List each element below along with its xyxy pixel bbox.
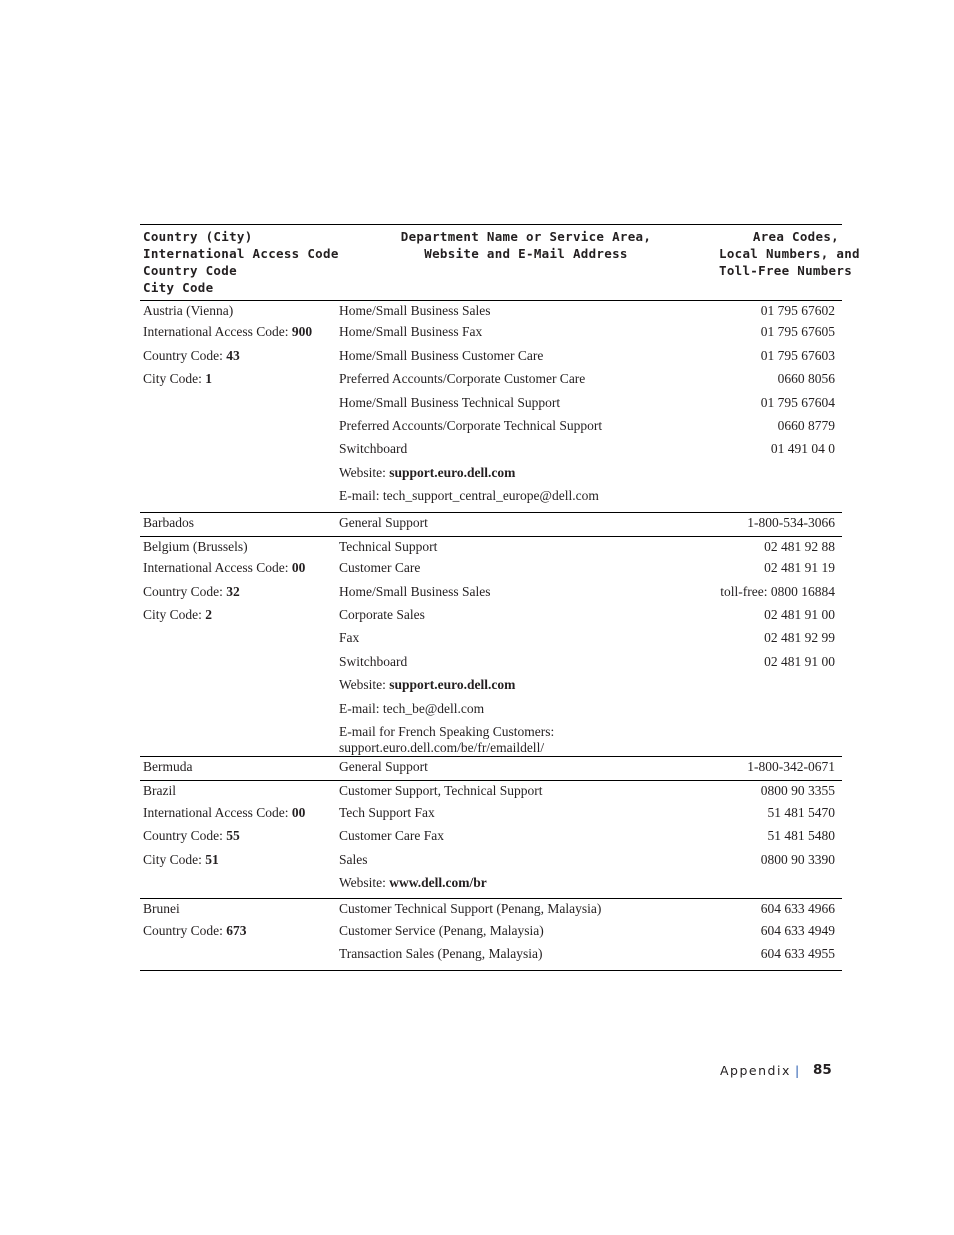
service-cell — [336, 677, 716, 700]
country-text: Country Code: — [143, 583, 227, 599]
table-row — [140, 923, 842, 946]
country-cell — [140, 348, 336, 371]
number-cell — [716, 701, 842, 724]
table-row — [140, 946, 842, 970]
table-row — [140, 395, 842, 418]
country-text: Bermuda — [143, 759, 193, 775]
number-cell — [716, 828, 842, 851]
country-text: Belgium (Brussels) — [143, 538, 248, 554]
number-cell — [716, 946, 842, 970]
service-text: Website: — [339, 874, 390, 890]
country-code-value: 43 — [226, 347, 240, 363]
number-cell — [716, 301, 842, 325]
service-cell — [336, 371, 716, 394]
country-cell — [140, 757, 336, 781]
page-number: 85 — [813, 1062, 832, 1078]
website-link: www.dell.com/br — [389, 874, 487, 890]
phone-number: 02 481 91 19 — [764, 560, 835, 576]
country-code-value: 00 — [291, 804, 306, 820]
number-cell — [716, 512, 842, 536]
footer-separator: | — [795, 1063, 800, 1078]
country-cell — [140, 584, 336, 607]
phone-number: 51 481 5470 — [767, 804, 835, 820]
number-cell — [716, 677, 842, 700]
service-cell — [336, 418, 716, 441]
number-cell — [716, 324, 842, 347]
service-text: General Support — [339, 759, 428, 775]
header-numbers-line: Area Codes, — [752, 229, 839, 244]
service-text: Customer Care Fax — [339, 828, 444, 844]
number-cell — [716, 584, 842, 607]
service-text: Customer Technical Support (Penang, Malaysia) — [339, 901, 602, 917]
country-cell — [140, 724, 336, 757]
service-text: Home/Small Business Customer Care — [339, 347, 544, 363]
country-code-value: 00 — [291, 560, 306, 576]
service-cell — [336, 560, 716, 583]
country-cell — [140, 536, 336, 560]
country-cell — [140, 781, 336, 805]
number-cell — [716, 441, 842, 464]
country-group — [140, 757, 842, 781]
country-cell — [140, 441, 336, 464]
number-cell — [716, 348, 842, 371]
service-cell — [336, 701, 716, 724]
country-cell — [140, 465, 336, 488]
country-cell — [140, 488, 336, 512]
country-cell — [140, 852, 336, 875]
service-cell — [336, 584, 716, 607]
table-row — [140, 630, 842, 653]
service-text: Customer Care — [339, 560, 421, 576]
number-cell — [716, 757, 842, 781]
country-text: Austria (Vienna) — [143, 303, 234, 318]
number-cell — [716, 875, 842, 899]
country-code-value: 51 — [205, 851, 219, 867]
service-text: Preferred Accounts/Corporate Customer Care — [339, 371, 586, 387]
service-text: Home/Small Business Sales — [339, 583, 491, 599]
header-country-line: Country Code — [143, 263, 237, 278]
country-cell — [140, 371, 336, 394]
country-cell — [140, 395, 336, 418]
table-header — [140, 225, 860, 301]
number-cell — [716, 371, 842, 394]
number-cell — [716, 781, 842, 805]
header-department-line: Department Name or Service Area, — [400, 229, 652, 244]
service-cell — [336, 852, 716, 875]
country-cell — [140, 324, 336, 347]
country-text: Country Code: — [143, 922, 227, 938]
phone-number: 02 481 92 88 — [764, 538, 835, 554]
service-cell — [336, 324, 716, 347]
header-numbers-line: Local Numbers, and — [719, 246, 860, 261]
service-text: Sales — [339, 851, 368, 867]
service-cell — [336, 757, 716, 781]
number-cell — [716, 560, 842, 583]
contact-table — [140, 224, 860, 971]
table-row — [140, 875, 842, 899]
service-cell — [336, 828, 716, 851]
country-cell — [140, 828, 336, 851]
service-text: Preferred Accounts/Corporate Technical Support — [339, 417, 603, 433]
header-country-line: Country (City) — [143, 229, 253, 244]
phone-number: toll-free: 0800 16884 — [720, 583, 835, 599]
website-link: support.euro.dell.com — [389, 464, 516, 480]
header-numbers-line: Toll-Free Numbers — [719, 263, 853, 278]
country-cell — [140, 560, 336, 583]
service-cell — [336, 805, 716, 828]
number-cell — [716, 654, 842, 677]
country-cell — [140, 418, 336, 441]
service-text: Technical Support — [339, 538, 438, 554]
service-cell — [336, 348, 716, 371]
country-text: International Access Code: — [143, 324, 292, 340]
country-group — [140, 536, 842, 756]
country-cell — [140, 677, 336, 700]
country-code-value: 1 — [205, 371, 213, 387]
table-row — [140, 607, 842, 630]
number-cell — [716, 607, 842, 630]
table-row — [140, 781, 842, 805]
service-text: Transaction Sales (Penang, Malaysia) — [339, 946, 543, 962]
service-cell — [336, 441, 716, 464]
country-cell — [140, 875, 336, 899]
header-country-line: City Code — [143, 280, 214, 295]
country-group — [140, 512, 842, 536]
service-text: Customer Support, Technical Support — [339, 783, 543, 799]
header-department-line: Website and E-Mail Address — [424, 246, 628, 261]
table-row — [140, 301, 842, 325]
country-cell — [140, 630, 336, 653]
country-code-value: 673 — [226, 922, 247, 938]
country-cell — [140, 946, 336, 970]
service-text: Corporate Sales — [339, 607, 425, 623]
table-row — [140, 441, 842, 464]
header-numbers — [716, 225, 860, 301]
country-cell — [140, 301, 336, 325]
phone-number: 01 795 67603 — [760, 347, 835, 363]
number-cell — [716, 923, 842, 946]
service-text: E-mail: tech_be@dell.com — [339, 700, 485, 716]
country-group — [140, 781, 842, 899]
country-group — [140, 899, 842, 970]
service-cell — [336, 630, 716, 653]
number-cell — [716, 899, 842, 923]
country-code-value: 32 — [226, 583, 240, 599]
header-country — [140, 225, 339, 301]
number-cell — [716, 630, 842, 653]
table-row — [140, 852, 842, 875]
service-cell — [336, 512, 716, 536]
country-text: Country Code: — [143, 347, 227, 363]
country-cell — [140, 607, 336, 630]
table-row — [140, 465, 842, 488]
service-text: Tech Support Fax — [339, 804, 435, 820]
service-cell — [336, 875, 716, 899]
phone-number: 01 795 67605 — [760, 324, 835, 340]
service-cell — [336, 923, 716, 946]
country-code-value: 900 — [291, 324, 313, 340]
table-row — [140, 677, 842, 700]
table-row — [140, 371, 842, 394]
table-row — [140, 654, 842, 677]
country-text: City Code: — [143, 371, 206, 387]
country-text: International Access Code: — [143, 804, 292, 820]
table-row — [140, 828, 842, 851]
service-cell — [336, 301, 716, 325]
table-row — [140, 899, 842, 923]
service-text: Home/Small Business Technical Support — [339, 394, 561, 410]
country-cell — [140, 899, 336, 923]
service-cell — [336, 488, 716, 512]
service-text: Website: — [339, 464, 390, 480]
service-cell — [336, 724, 716, 757]
number-cell — [716, 488, 842, 512]
phone-number: 02 481 92 99 — [764, 630, 835, 646]
number-cell — [716, 852, 842, 875]
service-text: General Support — [339, 514, 428, 530]
phone-number: 604 633 4966 — [760, 901, 835, 917]
service-cell — [336, 946, 716, 970]
table-row — [140, 536, 842, 560]
service-text: Website: — [339, 677, 390, 693]
service-text: E-mail for French Speaking Customers: — [339, 724, 555, 740]
header-department — [336, 225, 716, 301]
phone-number: 01 795 67602 — [760, 303, 835, 318]
country-text: Country Code: — [143, 828, 227, 844]
country-group — [140, 301, 842, 513]
service-text: Switchboard — [339, 653, 408, 669]
phone-number: 1-800-342-0671 — [747, 759, 835, 775]
service-cell — [336, 899, 716, 923]
number-cell — [716, 536, 842, 560]
table-row — [140, 584, 842, 607]
service-cell — [336, 465, 716, 488]
table-row — [140, 560, 842, 583]
country-cell — [140, 512, 336, 536]
service-text: Fax — [339, 630, 360, 646]
phone-number: 51 481 5480 — [767, 828, 835, 844]
number-cell — [716, 465, 842, 488]
table-row — [140, 724, 842, 757]
service-cell — [336, 536, 716, 560]
phone-number: 01 491 04 0 — [770, 441, 835, 457]
country-text: International Access Code: — [143, 560, 292, 576]
table-row — [140, 757, 842, 781]
phone-number: 02 481 91 00 — [764, 653, 835, 669]
service-text: E-mail: tech_support_central_europe@dell.com — [339, 488, 599, 504]
phone-number: 02 481 91 00 — [764, 607, 835, 623]
country-text: Brunei — [143, 901, 180, 917]
table-row — [140, 418, 842, 441]
service-text-line2: support.euro.dell.com/be/fr/emaildell/ — [339, 740, 545, 756]
country-text: Brazil — [143, 783, 176, 799]
service-cell — [336, 607, 716, 630]
country-cell — [140, 701, 336, 724]
number-cell — [716, 724, 842, 757]
number-cell — [716, 805, 842, 828]
table-row — [140, 348, 842, 371]
phone-number: 604 633 4955 — [760, 946, 835, 962]
table-row — [140, 488, 842, 512]
phone-number: 0660 8056 — [777, 371, 835, 387]
number-cell — [716, 395, 842, 418]
header-country-line: International Access Code — [143, 246, 339, 261]
phone-number: 604 633 4949 — [760, 922, 835, 938]
phone-number: 01 795 67604 — [760, 394, 835, 410]
service-text: Home/Small Business Fax — [339, 324, 483, 340]
country-code-value: 55 — [226, 828, 240, 844]
website-link: support.euro.dell.com — [389, 677, 516, 693]
table-row — [140, 805, 842, 828]
country-cell — [140, 654, 336, 677]
country-code-value: 2 — [205, 607, 213, 623]
service-text: Switchboard — [339, 441, 408, 457]
phone-number: 0660 8779 — [777, 417, 835, 433]
phone-number: 1-800-534-3066 — [747, 514, 835, 530]
service-text: Home/Small Business Sales — [339, 303, 491, 318]
table-row — [140, 324, 842, 347]
country-cell — [140, 923, 336, 946]
service-cell — [336, 654, 716, 677]
service-cell — [336, 781, 716, 805]
service-cell — [336, 395, 716, 418]
phone-number: 0800 90 3355 — [760, 783, 835, 799]
service-text: Customer Service (Penang, Malaysia) — [339, 922, 544, 938]
phone-number: 0800 90 3390 — [760, 851, 835, 867]
footer-section-label: Appendix — [720, 1063, 791, 1078]
table-row — [140, 701, 842, 724]
country-text: City Code: — [143, 851, 206, 867]
country-cell — [140, 805, 336, 828]
country-text: Barbados — [143, 514, 194, 530]
number-cell — [716, 418, 842, 441]
table-row — [140, 512, 842, 536]
country-text: City Code: — [143, 607, 206, 623]
